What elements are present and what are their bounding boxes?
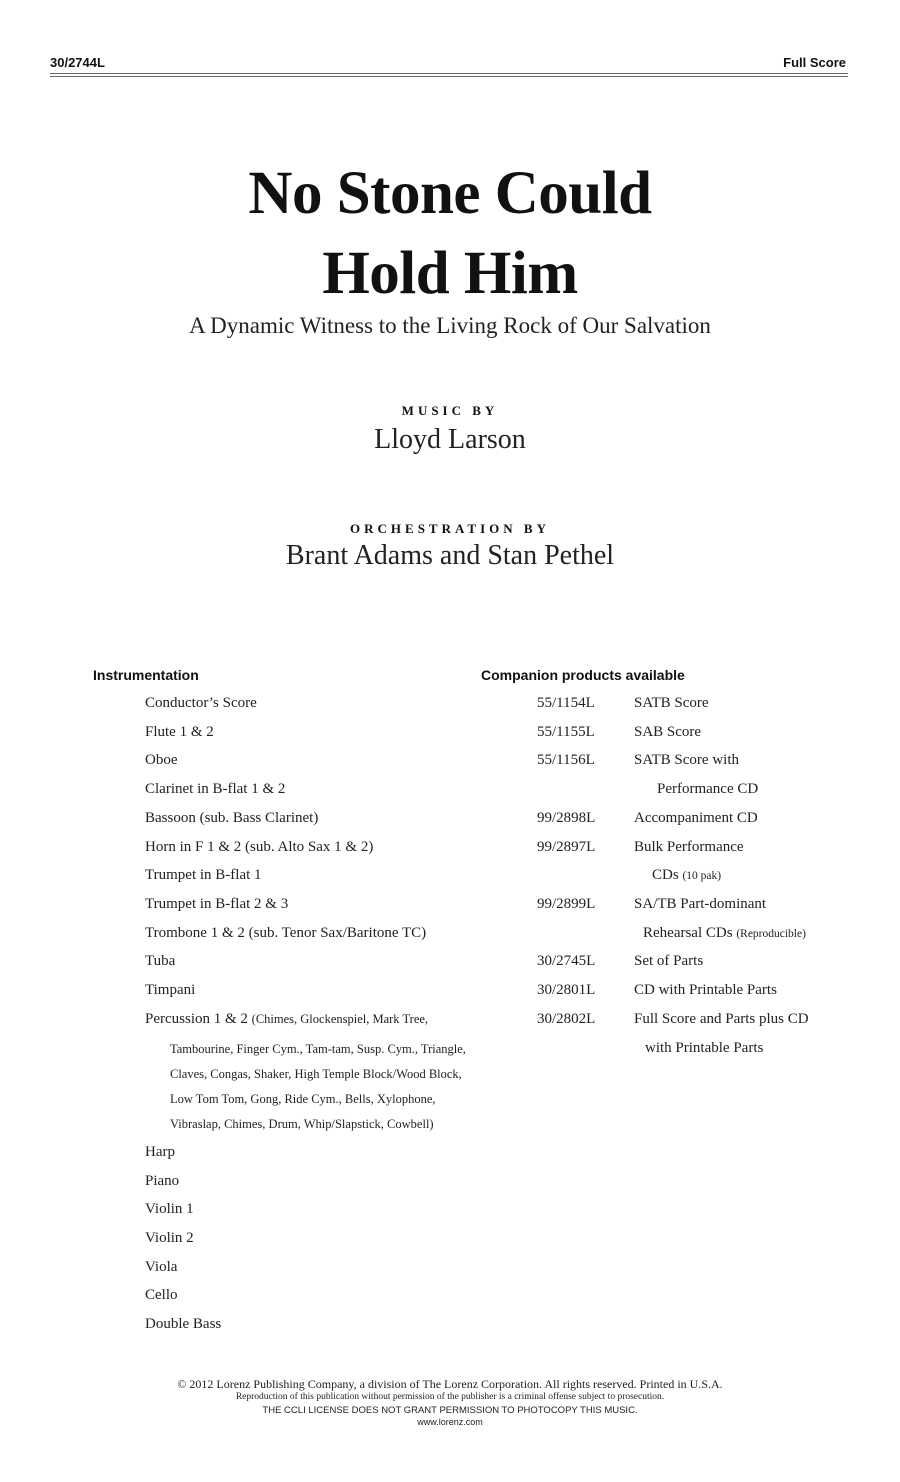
product-description: SAB Score [634, 724, 702, 740]
percussion-detail-line: Vibraslap, Chimes, Drum, Whip/Slapstick, Cowbell) [170, 1117, 434, 1131]
ccli-notice: THE CCLI LICENSE DOES NOT GRANT PERMISSION TO PHOTOCOPY THIS MUSIC. [262, 1405, 638, 1416]
list-item: Cello [145, 1287, 178, 1303]
composer-name: Lloyd Larson [374, 424, 526, 455]
list-item: Harp [145, 1144, 175, 1160]
product-description-text: CDs [652, 867, 679, 883]
product-code: 99/2899L [537, 896, 596, 912]
product-description: Bulk Performance [634, 839, 744, 855]
percussion-detail: (Chimes, Glockenspiel, Mark Tree, [251, 1012, 429, 1026]
orchestration-by-label: ORCHESTRATION BY [350, 521, 550, 536]
reproduction-notice: Reproduction of this publication without permission of the publisher is a criminal offense subject to prosecution. [235, 1392, 665, 1402]
product-description-text: Rehearsal CDs [643, 925, 733, 941]
instrumentation-heading: Instrumentation [93, 667, 199, 683]
list-item: Trumpet in B-flat 1 [145, 867, 262, 883]
publisher-website: www.lorenz.com [417, 1417, 483, 1427]
percussion-detail-line: Tambourine, Finger Cym., Tam-tam, Susp. Cym., Triangle, [170, 1042, 466, 1056]
list-item: Timpani [145, 982, 196, 998]
product-note: (10 pak) [682, 870, 722, 882]
list-item: Tuba [145, 953, 176, 969]
title-line-2: Hold Him [322, 240, 578, 307]
list-item: Violin 1 [145, 1201, 194, 1217]
list-item: Violin 2 [145, 1230, 194, 1246]
score-type-label: Full Score [783, 55, 846, 70]
header-rule-secondary [50, 76, 848, 77]
product-description-continued: with Printable Parts [645, 1040, 764, 1056]
product-description: SATB Score [634, 695, 709, 711]
product-code: 55/1154L [537, 695, 595, 711]
orchestrator-names: Brant Adams and Stan Pethel [285, 540, 615, 571]
percussion-detail-line: Claves, Congas, Shaker, High Temple Block/Wood Block, [170, 1067, 462, 1081]
product-code: 30/2802L [537, 1011, 596, 1027]
copyright-notice: © 2012 Lorenz Publishing Company, a division of The Lorenz Corporation. All rights reserved. Printed in U.S.A. [177, 1377, 723, 1391]
list-item: Trombone 1 & 2 (sub. Tenor Sax/Baritone TC) [145, 925, 427, 941]
product-description: Full Score and Parts plus CD [634, 1011, 809, 1027]
title-line-1: No Stone Could [248, 160, 652, 227]
list-item: Piano [145, 1173, 180, 1189]
product-code: 30/2801L [537, 982, 596, 998]
product-description: SA/TB Part-dominant [634, 896, 767, 912]
list-item: Bassoon (sub. Bass Clarinet) [145, 810, 319, 826]
product-note: (Reproducible) [736, 928, 806, 940]
product-description-continued [643, 925, 806, 942]
list-item-percussion [145, 1011, 428, 1028]
list-item: Double Bass [145, 1316, 222, 1332]
page-header [50, 55, 848, 75]
product-code: 55/1155L [537, 724, 595, 740]
list-item: Trumpet in B-flat 2 & 3 [145, 896, 289, 912]
product-code: 55/1156L [537, 752, 595, 768]
companion-products-heading: Companion products available [481, 667, 685, 683]
product-description: CD with Printable Parts [634, 982, 777, 998]
catalog-code: 30/2744L [50, 55, 105, 70]
header-rule [50, 73, 848, 74]
list-item: Horn in F 1 & 2 (sub. Alto Sax 1 & 2) [145, 839, 374, 855]
list-item: Oboe [145, 752, 178, 768]
product-description: SATB Score with [634, 752, 739, 768]
list-item: Conductor’s Score [145, 695, 257, 711]
product-description-continued [652, 867, 721, 884]
product-code: 99/2898L [537, 810, 596, 826]
product-code: 99/2897L [537, 839, 596, 855]
subtitle: A Dynamic Witness to the Living Rock of Our Salvation [189, 313, 711, 338]
list-item: Clarinet in B-flat 1 & 2 [145, 781, 286, 797]
product-code: 30/2745L [537, 953, 596, 969]
list-item: Flute 1 & 2 [145, 724, 214, 740]
product-description: Accompaniment CD [634, 810, 758, 826]
percussion-label: Percussion 1 & 2 [145, 1011, 252, 1027]
product-description-continued: Performance CD [657, 781, 759, 797]
product-description: Set of Parts [634, 953, 704, 969]
music-by-label: MUSIC BY [401, 403, 499, 418]
list-item: Viola [145, 1259, 178, 1275]
percussion-detail-line: Low Tom Tom, Gong, Ride Cym., Bells, Xylophone, [170, 1092, 436, 1106]
